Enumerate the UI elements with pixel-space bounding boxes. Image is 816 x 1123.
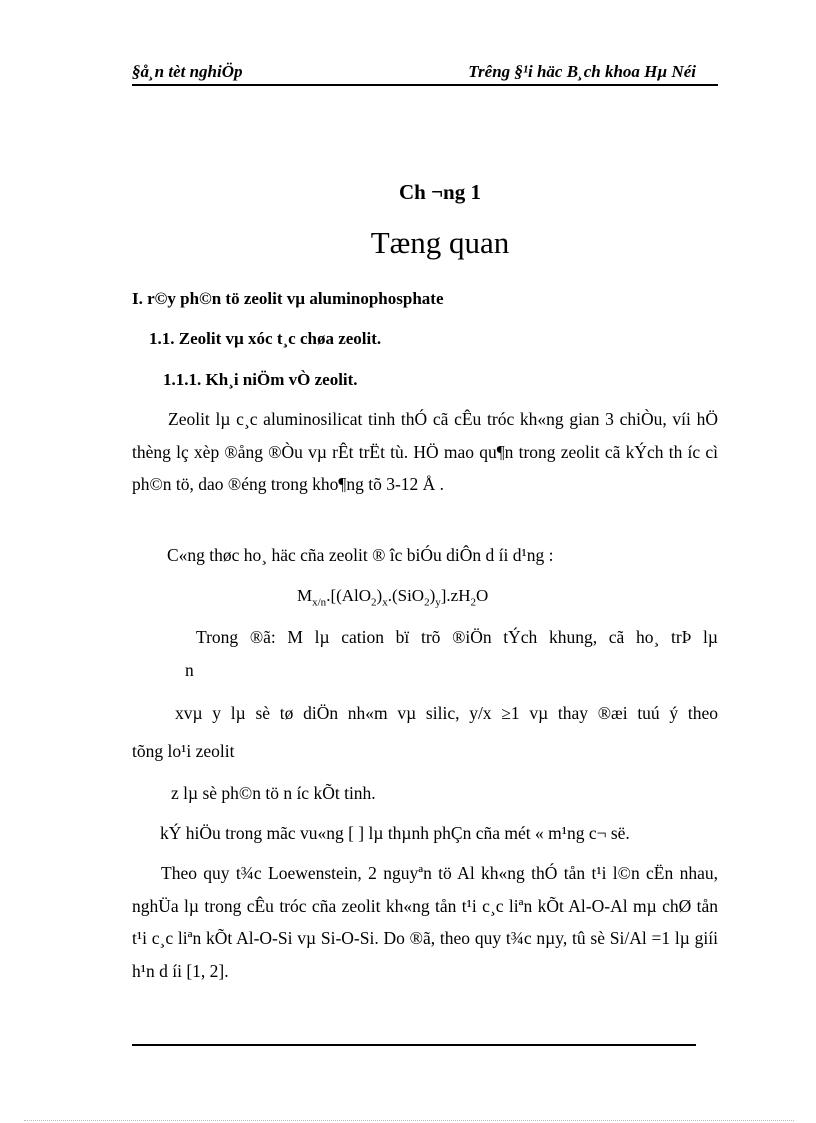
formula-intro: C«ng thøc ho¸ häc cña zeolit ® îc biÓu diÔn d íi d¹ng : [167,545,554,565]
definition-xy: xvµ y lµ sè tø diÖn nh«m vµ silic, y/x ≥1 vµ thay ®æi tuú ý theo [175,703,718,723]
subsection-heading: 1.1. Zeolit vµ xóc t¸c chøa zeolit. [149,329,382,348]
paragraph-zeolit-definition: Zeolit lµ c¸c aluminosilicat tinh thÓ cã cÊu tróc kh«ng gian 3 chiÒu, víi hÖ thèng lç xèp ®ång ®Òu vµ rÊt trËt tù. HÖ mao qu¶n trong zeolit cã kÝch th íc cì ph©n tö, dao ®éng trong kho¶ng tõ 3-12 Å . [132,409,718,494]
section-heading: I. r©y ph©n tö zeolit vµ aluminophosphate [132,289,444,308]
paragraph-loewenstein: Theo quy t¾c Loewenstein, 2 nguyªn tö Al kh«ng thÓ tån t¹i l©n cËn nhau, nghÜa lµ trong cÊu tróc cña zeolit kh«ng tån t¹i c¸c liªn kÕt Al-O-Al mµ chØ tån t¹i c¸c liªn kÕt Al-O-Si vµ Si-O-Si. Do ®ã, theo quy t¾c nµy, tû sè Si/Al =1 lµ giíi h¹n d íi [1, 2]. [132,863,718,981]
footer-rule [132,1044,696,1046]
header-right-text: Trêng §¹i häc B¸ch khoa Hµ Néi [468,62,696,81]
header-left-text: §å¸n tèt nghiÖp [132,62,243,81]
definition-m-cont: n [185,660,194,680]
definition-z: z lµ sè ph©n tö n íc kÕt tinh. [171,783,376,803]
definition-xy-cont: tõng lo¹i zeolit [132,741,235,761]
chapter-title: Tæng quan [370,225,510,260]
page-edge [24,1120,794,1121]
chemical-formula: $M_{x/n}.[(AlO_2)_x.(SiO_2)_y].zH_2O$ [297,586,489,609]
bracket-notation: kÝ hiÖu trong mãc vu«ng [ ] lµ thµnh phÇn cña mét « m¹ng c¬ së. [160,823,630,843]
chapter-label: Ch ¬ng 1 [399,180,481,204]
definition-m: Trong ®ã: M lµ cation bï trõ ®iÖn tÝch khung, cã ho¸ trÞ lµ [196,627,718,647]
page-header [132,60,718,86]
subsubsection-heading: 1.1.1. Kh¸i niÖm vÒ zeolit. [163,370,358,389]
